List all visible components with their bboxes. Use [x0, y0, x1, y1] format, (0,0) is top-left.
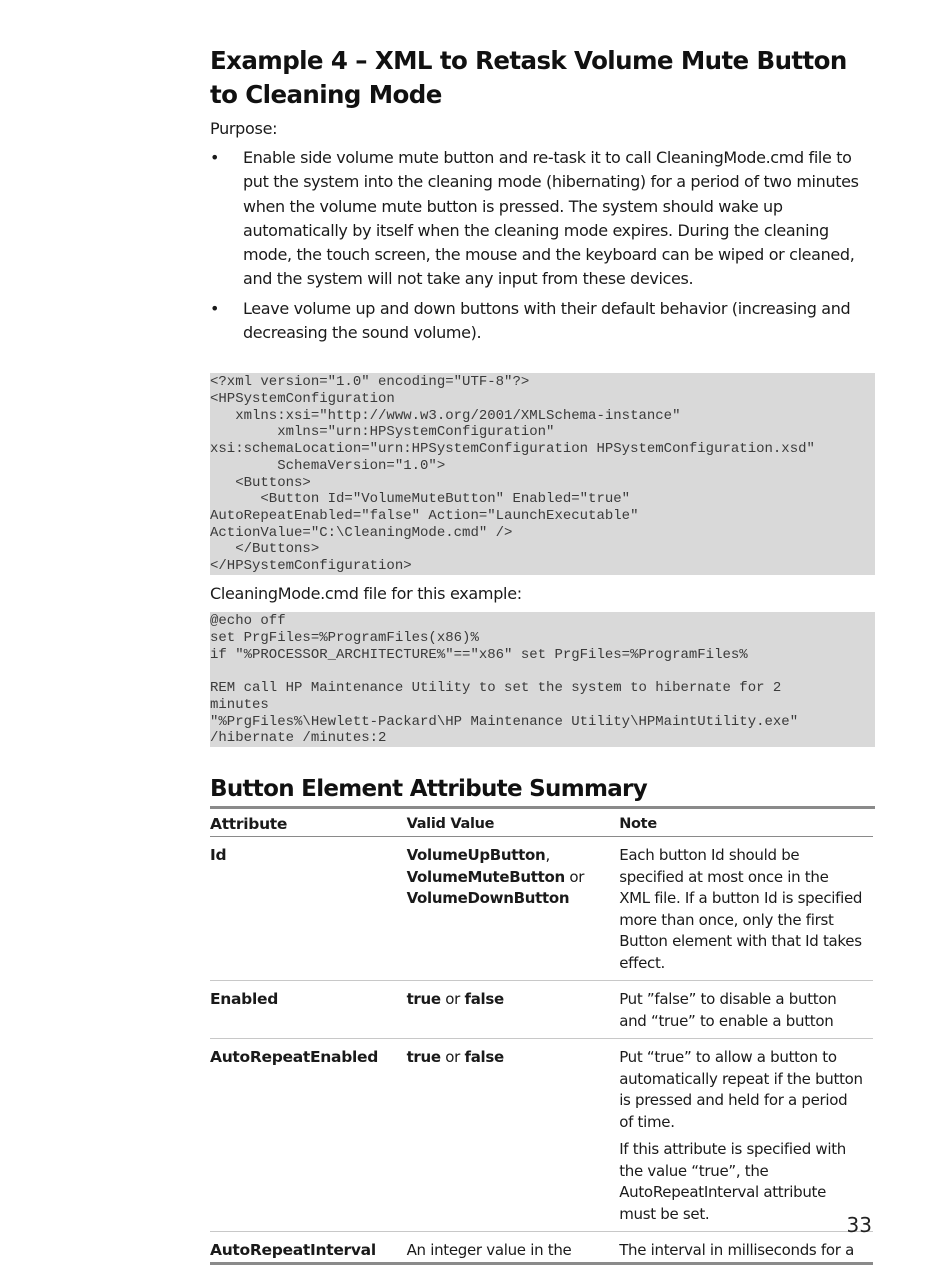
value-keyword: VolumeDownButton [406, 889, 570, 908]
table-row [210, 981, 873, 1039]
value-text: , [545, 846, 550, 865]
note-text: Put ”false” to disable a button and “true” to enable a button [619, 990, 837, 1030]
purpose-label: Purpose: [210, 119, 278, 138]
value-text: or [440, 990, 465, 1009]
attribute-cell: AutoRepeatEnabled [210, 1039, 407, 1232]
table-row [210, 1232, 873, 1264]
note-text: The interval in milliseconds for a [619, 1241, 854, 1260]
value-keyword: true [406, 1048, 441, 1067]
page-number: 33 [846, 1213, 872, 1237]
attribute-table [210, 809, 873, 1265]
valid-value-cell: An integer value in the [407, 1232, 620, 1264]
note-cell [619, 837, 873, 981]
table-row [210, 1039, 873, 1232]
attribute-cell: Id [210, 837, 407, 981]
header-attribute: Attribute [210, 809, 407, 837]
note-cell [619, 1232, 873, 1264]
value-keyword: true [406, 990, 441, 1009]
note-text: If this attribute is specified with the value “true”, the AutoRepeatInterval attribute must be set. [619, 1140, 847, 1223]
valid-value-cell [407, 1039, 620, 1232]
attribute-cell: Enabled [210, 981, 407, 1039]
purpose-list [210, 146, 875, 345]
header-note: Note [619, 809, 873, 837]
note-cell [619, 981, 873, 1039]
note-text: Put “true” to allow a button to automatically repeat if the button is pressed and held for a period of time. [619, 1048, 863, 1131]
value-keyword: VolumeUpButton [406, 846, 546, 865]
value-text: or [564, 867, 585, 886]
value-text: or [440, 1048, 465, 1067]
note-text: Each button Id should be specified at most once in the XML file. If a button Id is specified more than once, only the first Button element with that Id takes effect. [619, 846, 863, 972]
value-keyword: VolumeMuteButton [406, 867, 565, 886]
document-page [210, 44, 875, 1265]
cmd-code-block: @echo off set PrgFiles=%ProgramFiles(x86)% if "%PROCESSOR_ARCHITECTURE%"=="x86" set PrgFiles=%ProgramFiles% REM call HP Maintenance Utility to set the system to hibernate for 2 minutes "%PrgFiles%\Hewlett-Packard\HP Maintenance Utility\HPMaintUtility.exe" /hibernate /minutes:2 [210, 612, 875, 747]
attribute-cell: AutoRepeatInterval [210, 1232, 407, 1264]
table-header-row [210, 809, 873, 837]
valid-value-cell [407, 981, 620, 1039]
example-heading: Example 4 – XML to Retask Volume Mute Button to Cleaning Mode [210, 46, 847, 109]
section-title: Button Element Attribute Summary [210, 776, 647, 803]
note-cell [619, 1039, 873, 1232]
purpose-bullet: • Leave volume up and down buttons with their default behavior (increasing and decreasing the sound volume). [210, 297, 875, 346]
xml-code-block: <?xml version="1.0" encoding="UTF-8"?> <HPSystemConfiguration xmlns:xsi="http://www.w3.org/2001/XMLSchema-instance" xmlns="urn:HPSystemConfiguration" xsi:schemaLocation="urn:HPSystemConfiguration HPSystemConfiguration.xsd" SchemaVersion="1.0"> <Buttons> <Button Id="VolumeMuteButton" Enabled="true" AutoRepeatEnabled="false" Action="LaunchExecutable" ActionValue="C:\CleaningMode.cmd" /> </Buttons> </HPSystemConfiguration> [210, 373, 875, 575]
value-keyword: false [464, 1048, 504, 1067]
cmd-caption: CleaningMode.cmd file for this example: [210, 584, 522, 604]
valid-value-cell [407, 837, 620, 981]
table-row [210, 837, 873, 981]
value-keyword: false [464, 990, 504, 1009]
header-valid-value: Valid Value [407, 809, 620, 837]
purpose-bullet: • Enable side volume mute button and re-task it to call CleaningMode.cmd file to put the system into the cleaning mode (hibernating) for a period of two minutes when the volume mute button is pressed. The system should wake up automatically by itself when the cleaning mode expires. During the cleaning mode, the touch screen, the mouse and the keyboard can be wiped or cleaned, and the system will not take any input from these devices. [210, 146, 875, 292]
